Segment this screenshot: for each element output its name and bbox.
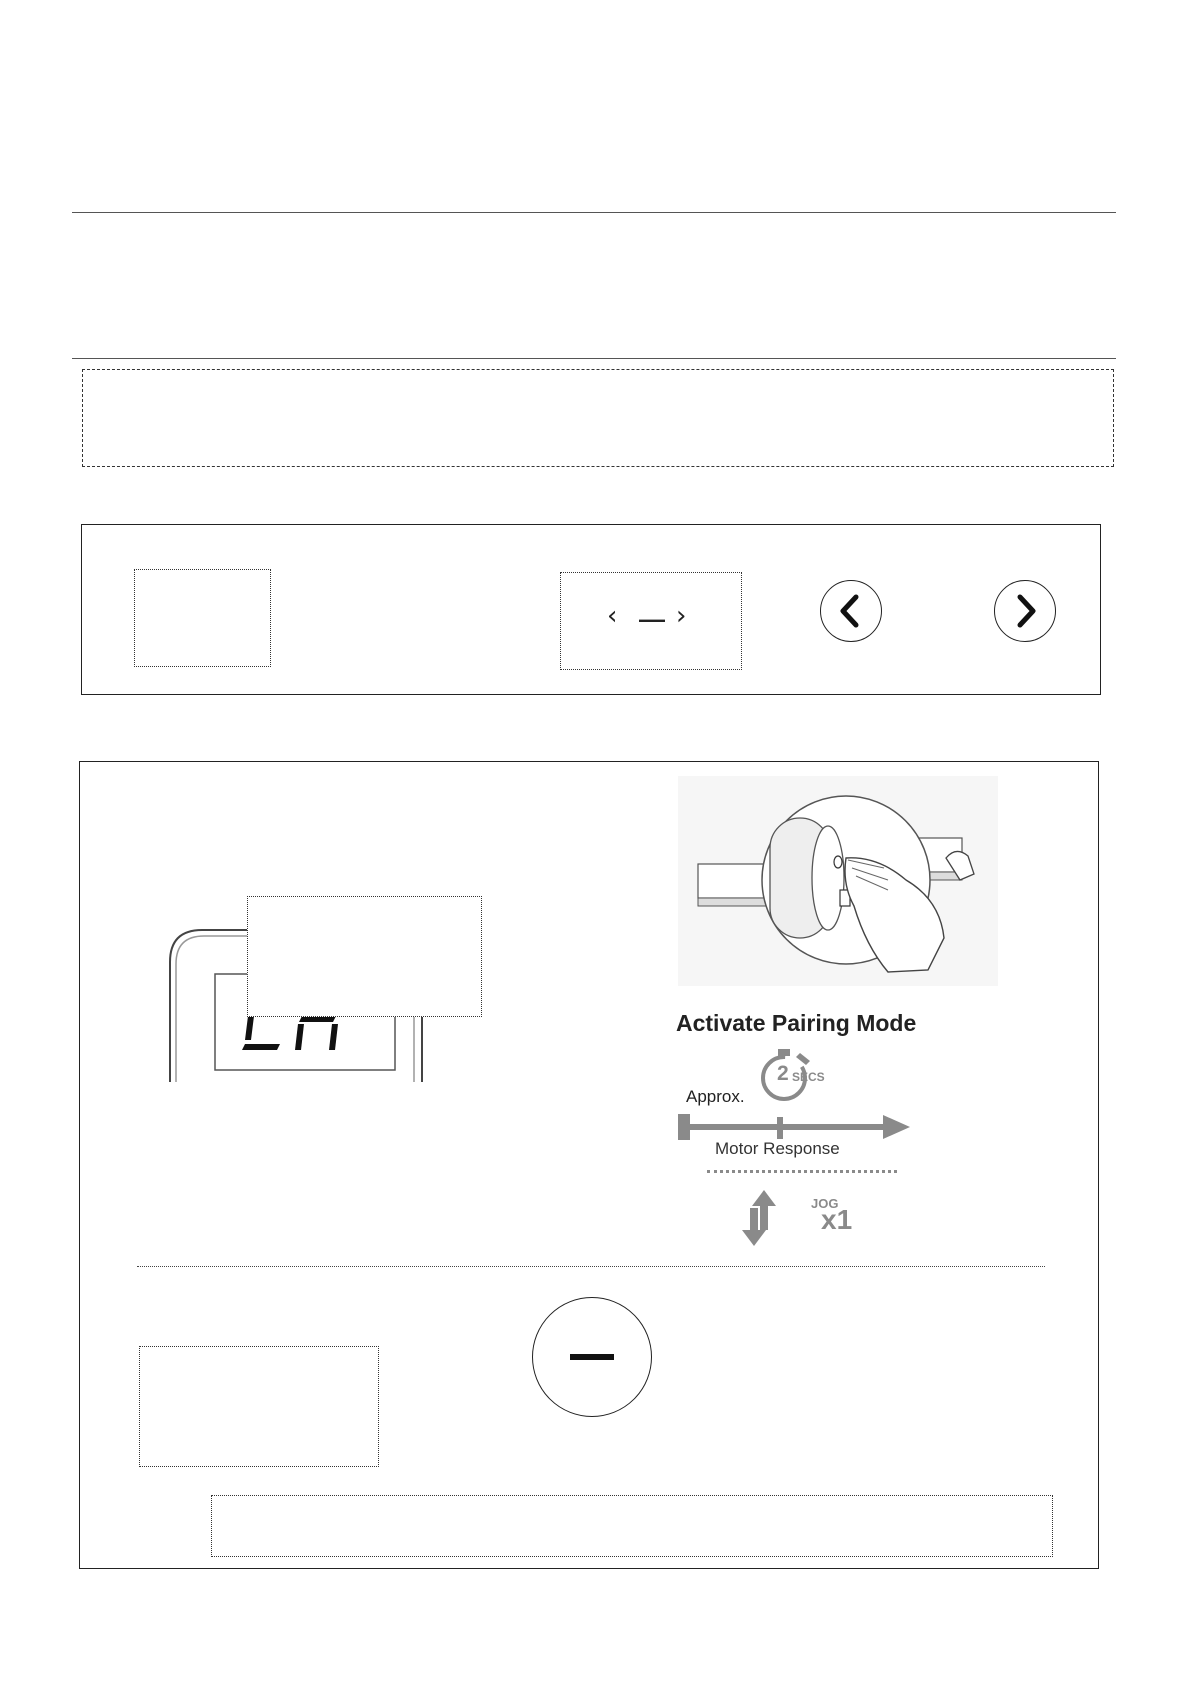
section-rule <box>72 358 1116 359</box>
motor-illustration <box>678 776 998 986</box>
placeholder-box-left <box>134 569 271 667</box>
next-button[interactable] <box>994 580 1056 642</box>
jog-label: JOG <box>811 1196 839 1211</box>
display-left-symbol: ‹ <box>607 601 618 631</box>
chevron-left-icon <box>821 581 881 641</box>
timer-value: 2 <box>777 1062 789 1085</box>
timeline-arrow <box>678 1112 918 1142</box>
stop-button[interactable] <box>532 1297 652 1417</box>
lcd-glyphs <box>240 1012 350 1062</box>
chevron-right-icon <box>995 581 1055 641</box>
motor-response-label: Motor Response <box>715 1139 840 1158</box>
timer-unit: SECS <box>792 1070 825 1084</box>
placeholder-box-bottom-left <box>139 1346 379 1467</box>
top-rule <box>72 212 1116 213</box>
pairing-title: Activate Pairing Mode <box>676 1010 917 1036</box>
approx-label: Approx. <box>686 1087 745 1106</box>
minus-icon <box>533 1298 651 1416</box>
section-divider <box>137 1266 1045 1267</box>
footnote-box <box>211 1495 1053 1557</box>
jog-count: x1 <box>821 1204 853 1235</box>
button-panel <box>81 524 1101 695</box>
display-center-symbol: __ <box>639 593 665 623</box>
prev-button[interactable] <box>820 580 882 642</box>
note-box <box>82 369 1114 467</box>
callout-box <box>247 896 482 1017</box>
dotted-separator-short <box>707 1170 897 1173</box>
pairing-panel <box>79 761 1099 1569</box>
up-down-arrows-icon <box>740 1190 784 1248</box>
display-right-symbol: › <box>676 601 687 631</box>
display-box <box>560 572 742 670</box>
